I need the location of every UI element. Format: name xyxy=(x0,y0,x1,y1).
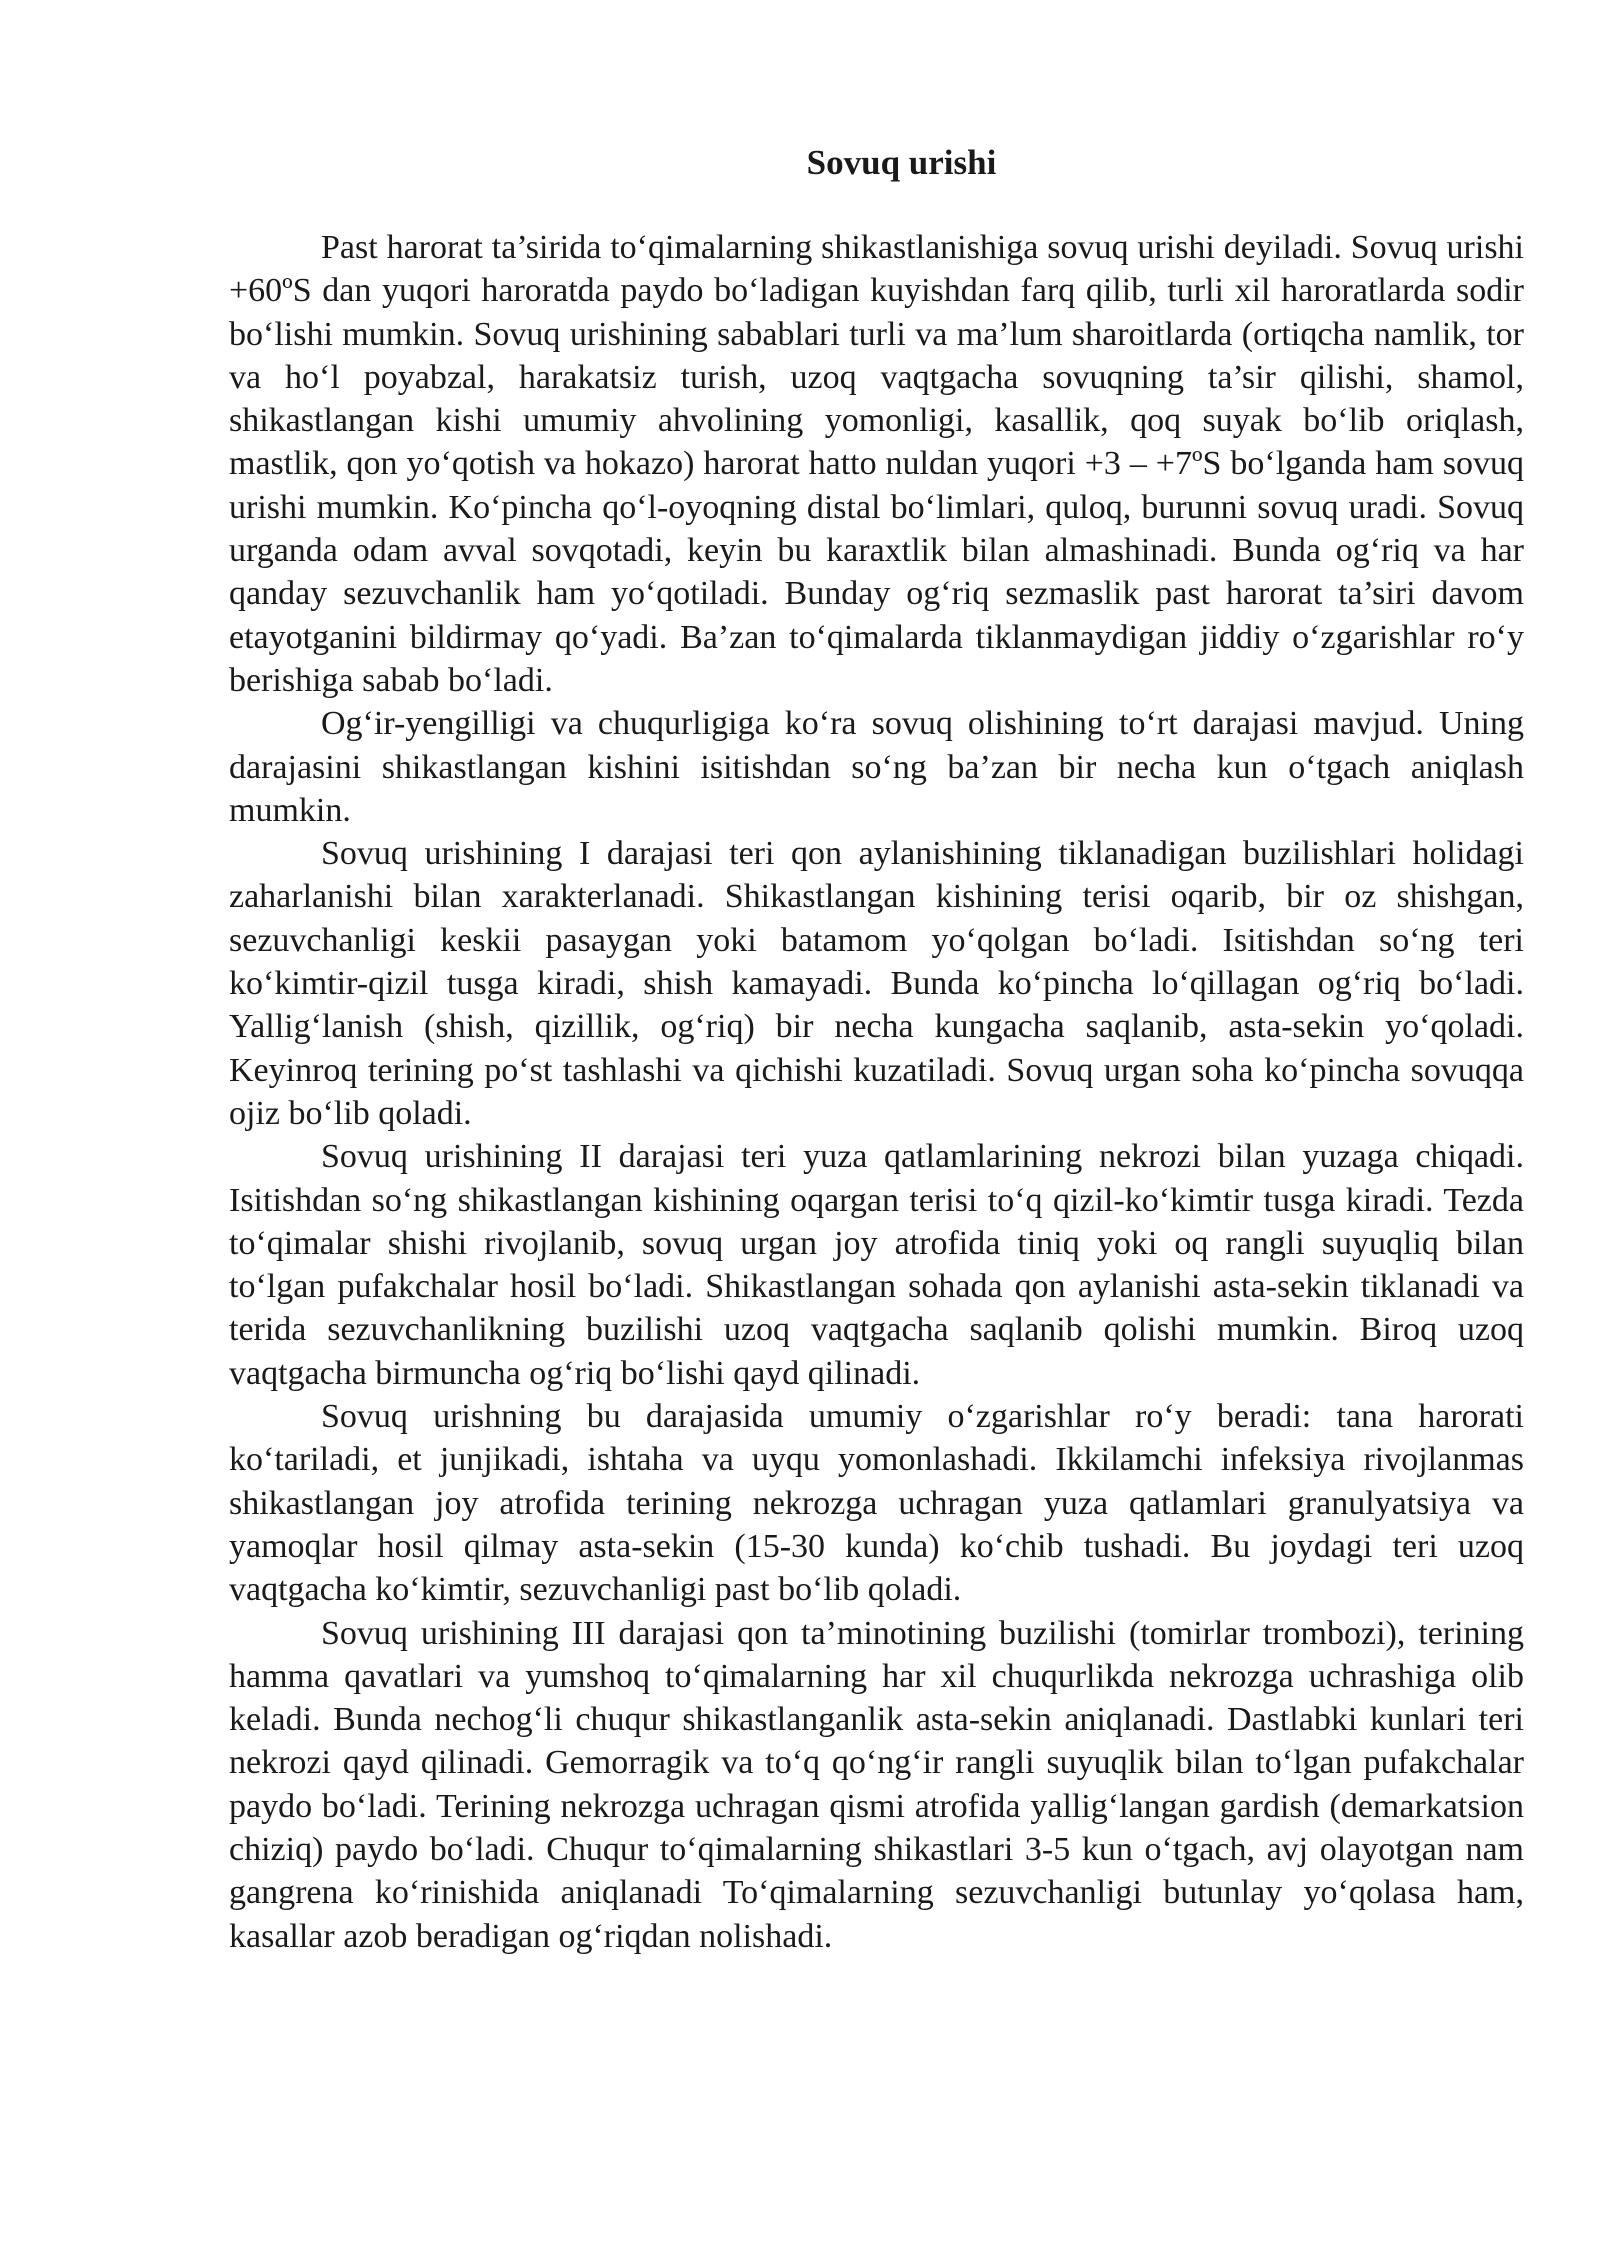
paragraph-intro: Past harorat ta’sirida to‘qimalarning shikastlanishiga sovuq urishi deyiladi. Sovuq urishi +60ºS dan yuqori haroratda paydo bo‘ladigan kuyishdan farq qilib, turli xil haroratlarda sodir bo‘lishi mumkin. Sovuq urishining sabablari turli va ma’lum sharoitlarda (ortiqcha namlik, tor va ho‘l poyabzal, harakatsiz turish, uzoq vaqtgacha sovuqning ta’sir qilishi, shamol, shikastlangan kishi umumiy ahvolining yomonligi, kasallik, qoq suyak bo‘lib oriqlash, mastlik, qon yo‘qotish va hokazo) harorat hatto nuldan yuqori +3 – +7ºS bo‘lganda ham sovuq urishi mumkin. Ko‘pincha qo‘l-oyoqning distal bo‘limlari, quloq, burunni sovuq uradi. Sovuq urganda odam avval sovqotadi, keyin bu karaxtlik bilan almashinadi. Bunda og‘riq va har qanday sezuvchanlik ham yo‘qotiladi. Bunday og‘riq sezmaslik past harorat ta’siri davom etayotganini bildirmay qo‘yadi. Ba’zan to‘qimalarda tiklanmaydigan jiddiy o‘zgarishlar ro‘y berishiga sabab bo‘ladi. xyxy=(229,229,1524,699)
document-page xyxy=(229,140,1524,1958)
document-title: Sovuq urishi xyxy=(806,143,997,182)
paragraph-degree-1: Sovuq urishining I darajasi teri qon aylanishining tiklanadigan buzilishlari holidagi zaharlanishi bilan xarakterlanadi. Shikastlangan kishining terisi oqarib, bir oz shishgan, sezuvchanligi keskii pasaygan yoki batamom yo‘qolgan bo‘ladi. Isitishdan so‘ng teri ko‘kimtir-qizil tusga kiradi, shish kamayadi. Bunda ko‘pincha lo‘qillagan og‘riq bo‘ladi. Yallig‘lanish (shish, qizillik, og‘riq) bir necha kungacha saqlanib, asta-sekin yo‘qoladi. Keyinroq terining po‘st tashlashi va qichishi kuzatiladi. Sovuq urgan soha ko‘pincha sovuqqa ojiz bo‘lib qoladi. xyxy=(229,835,1524,1132)
paragraph-degree-2: Sovuq urishining II darajasi teri yuza qatlamlarining nekrozi bilan yuzaga chiqadi. Isitishdan so‘ng shikastlangan kishining oqargan terisi to‘q qizil-ko‘kimtir tusga kiradi. Tezda to‘qimalar shishi rivojlanib, sovuq urgan joy atrofida tiniq yoki oq rangli suyuqliq bilan to‘lgan pufakchalar hosil bo‘ladi. Shikastlangan sohada qon aylanishi asta-sekin tiklanadi va terida sezuvchanlikning buzilishi uzoq vaqtgacha saqlanib qolishi mumkin. Biroq uzoq vaqtgacha birmuncha og‘riq bo‘lishi qayd qilinadi. xyxy=(229,1138,1524,1392)
paragraph-degree-2-general: Sovuq urishning bu darajasida umumiy o‘zgarishlar ro‘y beradi: tana harorati ko‘tariladi, et junjikadi, ishtaha va uyqu yomonlashadi. Ikkilamchi infeksiya rivojlanmas shikastlangan joy atrofida terining nekrozga uchragan yuza qatlamlari granulyatsiya va yamoqlar hosil qilmay asta-sekin (15-30 kunda) ko‘chib tushadi. Bu joydagi teri uzoq vaqtgacha ko‘kimtir, sezuvchanligi past bo‘lib qoladi. xyxy=(229,1398,1524,1609)
paragraph-degree-3: Sovuq urishining III darajasi qon ta’minotining buzilishi (tomirlar trombozi), terining hamma qavatlari va yumshoq to‘qimalarning har xil chuqurlikda nekrozga uchrashiga olib keladi. Bunda nechog‘li chuqur shikastlanganlik asta-sekin aniqlanadi. Dastlabki kunlari teri nekrozi qayd qilinadi. Gemorragik va to‘q qo‘ng‘ir rangli suyuqlik bilan to‘lgan pufakchalar paydo bo‘ladi. Terining nekrozga uchragan qismi atrofida yallig‘langan gardish (demarkatsion chiziq) paydo bo‘ladi. Chuqur to‘qimalarning shikastlari 3-5 kun o‘tgach, avj olayotgan nam gangrena ko‘rinishida aniqlanadi To‘qimalarning sezuvchanligi butunlay yo‘qolasa ham, kasallar azob beradigan og‘riqdan nolishadi. xyxy=(229,1614,1524,1955)
paragraph-degrees: Og‘ir-yengilligi va chuqurligiga ko‘ra sovuq olishining to‘rt darajasi mavjud. Uning darajasini shikastlangan kishini isitishdan so‘ng ba’zan bir necha kun o‘tgach aniqlash mumkin. xyxy=(229,705,1524,829)
